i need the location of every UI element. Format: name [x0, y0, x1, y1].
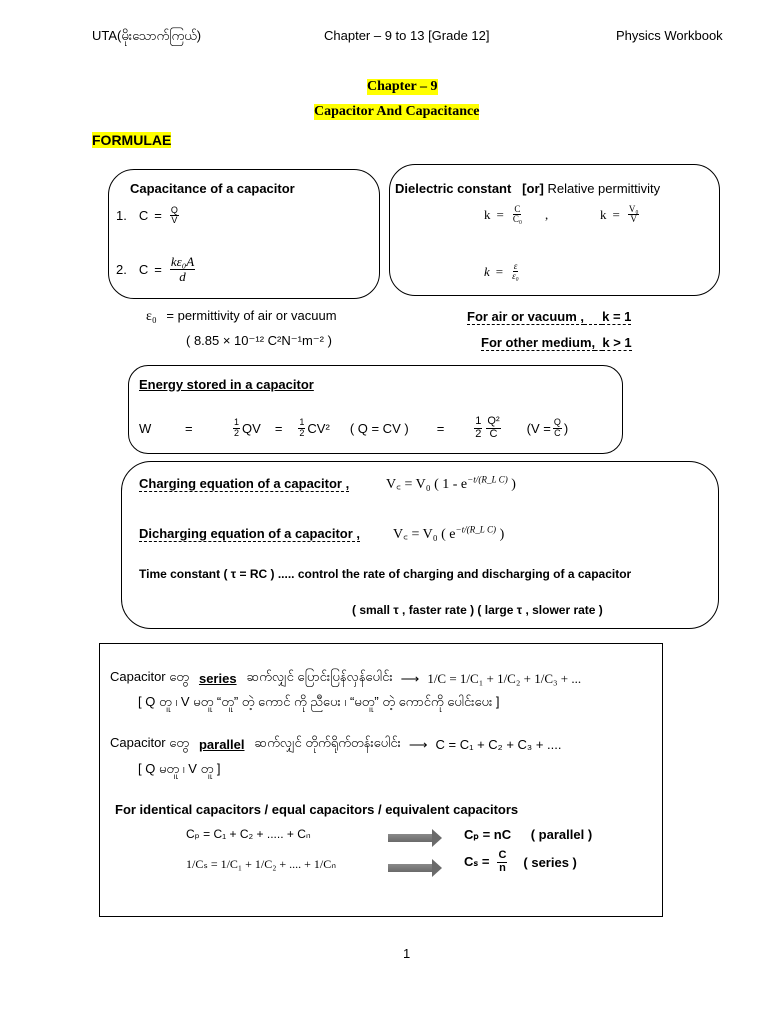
gray-arrow-icon	[388, 829, 432, 847]
equals-sign-2: =	[154, 261, 162, 277]
cs-result: Cₛ = $\frac{C}{n}$ ( series )	[464, 849, 577, 874]
dielectric-formula-voltage: k = $\frac{\text{V₀}}{V}$	[600, 204, 639, 225]
energy-title: Energy stored in a capacitor	[139, 377, 314, 392]
capacitance-formula-2	[116, 255, 197, 283]
series-rule: Capacitor တွေ series ဆက်လျှင် ပြောင်းပြန်လှန်ပေါင်း ⟶ 1/C = 1/C₁ + 1/C₂ + 1/C₃ + ...	[110, 669, 582, 686]
permittivity-definition: ε₀ = permittivity of air or vacuum	[146, 308, 337, 324]
other-medium-k: For other medium, k > 1	[481, 335, 632, 350]
air-vacuum-k: For air or vacuum , k = 1	[467, 309, 632, 324]
cp-formula: Cₚ = C₁ + C₂ + ..... + Cₙ	[186, 827, 311, 841]
header-right: Physics Workbook	[616, 28, 723, 43]
item-number-2: 2.	[116, 261, 127, 277]
header-center: Chapter – 9 to 13 [Grade 12]	[324, 28, 490, 43]
header-left: UTA(မိုးသောက်ကြယ်)	[92, 28, 202, 43]
equals-sign: =	[154, 208, 162, 224]
page-number: 1	[403, 946, 411, 961]
dielectric-title: Dielectric constant [or] Relative permittivity	[395, 181, 661, 196]
arrow-right-icon: ⟶	[408, 736, 428, 752]
capacitance-formula-1	[116, 206, 181, 226]
c-symbol: C	[138, 208, 149, 224]
series-note: [ Q တူ ၊ V မတူ “တူ” တဲ့ ကောင် ကို ညီပေး ၊ “မတူ” တဲ့ ကောင်ကို ပေါင်းပေး ]	[138, 694, 500, 709]
discharging-label: Dicharging equation of a capacitor ,	[139, 526, 361, 541]
cs-formula: 1/Cₛ = 1/C₁ + 1/C₂ + .... + 1/Cₙ	[186, 857, 337, 871]
charging-equation: V꜀ = V₀ ( $1 - e^{-t/(R\_L C)}$ )	[386, 474, 516, 492]
topic-title: Capacitor And Capacitance	[314, 104, 480, 119]
cp-result: Cₚ = nC ( parallel )	[464, 827, 593, 842]
k-eps-a-over-d-fraction: $\frac{\text{kε₀A}}{d}$	[170, 254, 195, 284]
q-over-v-fraction: $\frac{Q}{V}$	[170, 205, 178, 226]
dielectric-formula-permittivity: k = $\frac{\varepsilon}{\text{ε₀}}$	[484, 261, 519, 282]
c-symbol-2: C	[138, 261, 149, 277]
time-constant: Time constant ( τ = RC ) ..... control the rate of charging and discharging of a capacitor	[139, 567, 632, 581]
item-number-1: 1.	[116, 208, 127, 224]
dielectric-formula-capacitance: k = $\frac{C}{\text{C₀}}$ ,	[484, 204, 549, 225]
charging-label: Charging equation of a capacitor ,	[139, 476, 350, 491]
permittivity-value: ( 8.85 × 10⁻¹² C²N⁻¹m⁻² )	[186, 333, 332, 348]
identical-title: For identical capacitors / equal capacitors / equivalent capacitors	[115, 802, 519, 817]
discharging-equation: V꜀ = V₀ ( $e^{-t/(R\_L C)}$ )	[393, 524, 505, 542]
parallel-note: [ Q မတူ ၊ V တူ ]	[138, 761, 221, 776]
parallel-rule: Capacitor တွေ parallel ဆက်လျှင် တိုက်ရိုက်တန်းပေါင်း ⟶ C = C₁ + C₂ + C₃ + ....	[110, 735, 562, 752]
formulae-label: FORMULAE	[92, 132, 172, 148]
capacitance-title: Capacitance of a capacitor	[130, 181, 295, 196]
rate-note: ( small τ , faster rate ) ( large τ , slower rate )	[352, 603, 603, 617]
gray-arrow-icon	[388, 859, 432, 877]
chapter-title: Chapter – 9	[367, 79, 438, 94]
arrow-right-icon: ⟶	[400, 670, 420, 686]
energy-formula: W = $\frac{1}{2}$ QV = $\frac{1}{2}$ CV² ( Q = CV ) = $\frac{1}{2}$ $\frac{\text{Q²}}{C}$ (V = $\frac{Q}{C}$ )	[139, 415, 569, 440]
